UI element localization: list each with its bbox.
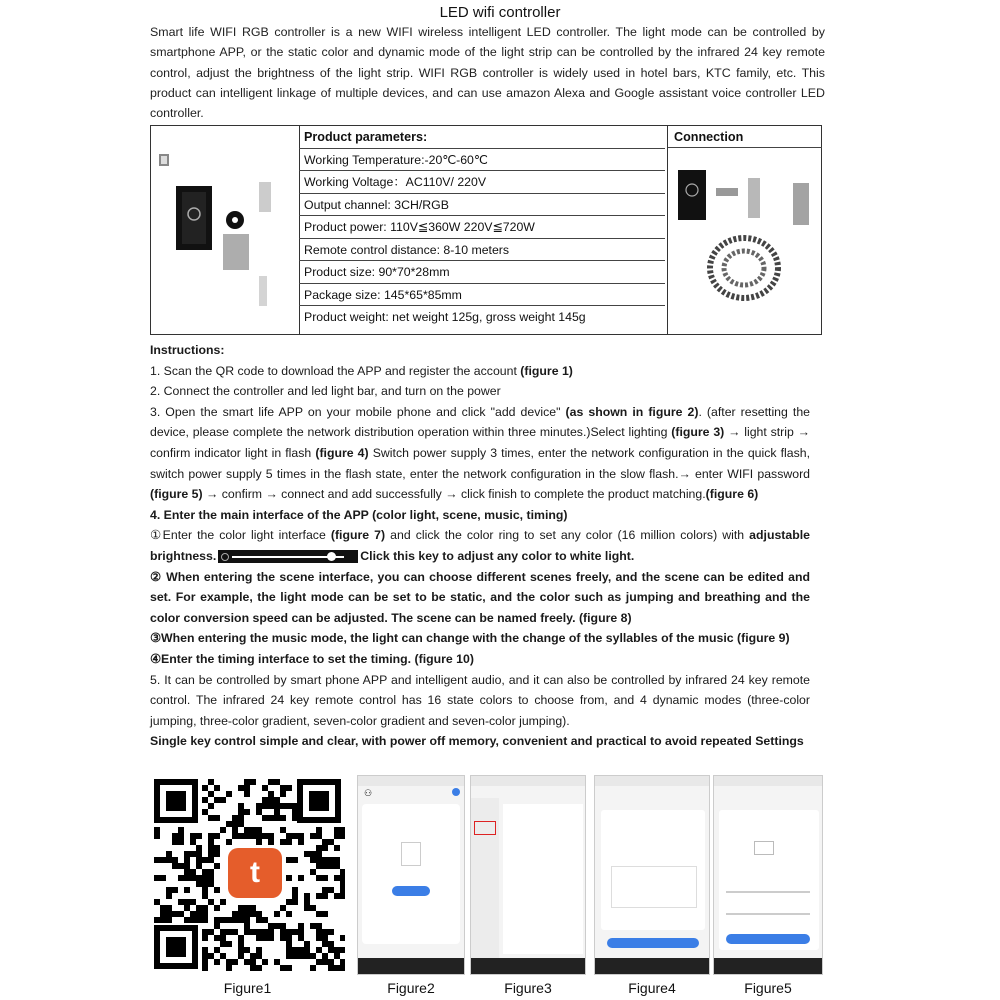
lighting-category-highlight [474,821,496,835]
step-4-1-ref: (figure 7) [330,528,386,543]
figure-5-label: Figure5 [744,980,792,996]
router-icon [754,841,774,855]
step-4: 4. Enter the main interface of the APP (color light, scene, music, timing) [150,507,568,522]
figure-2-app-home [357,775,465,975]
figure-2-label: Figure2 [387,980,435,996]
figure-4-reset-device [594,775,710,975]
param-output-channel: Output channel: 3CH/RGB [299,194,665,217]
slider-knob-icon [327,552,336,561]
param-working-temperature: Working Temperature:-20℃-60℃ [299,149,665,172]
step-3-text-e: → confirm → connect and add successfully → click finish to complete the product matching. [202,487,706,502]
product-image [151,126,300,334]
brightness-slider-image [218,550,358,563]
step-4-2-text: ② When entering the scene interface, you can choose different scenes freely, and the scene can be edited and set. For example, the light mode can be set to be static, and the color such as jumping and breathing and the color conversion speed can be adjusted. The scene can be named freely. [150,569,810,625]
step-4-3: ③When entering the music mode, the light can change with the change of the syllables of the music (figure 9) [150,631,790,646]
connection-header: Connection [668,126,822,148]
wifi-name-field [726,891,810,893]
param-package-size: Package size: 145*65*85mm [299,284,665,307]
indicator-illustration [611,866,697,908]
user-icon: ⚇ [364,788,373,798]
slider-dot-icon [221,553,229,561]
step-4-1-text-d: Click this key to adjust any color to white light. [360,548,635,563]
summary-line: Single key control simple and clear, with power off memory, convenient and practical to avoid repeated Settings [150,734,804,749]
step-4-2-ref: (figure 8) [578,610,632,625]
connection-image [668,148,822,332]
instructions-heading: Instructions: [150,343,225,357]
step-2: 2. Connect the controller and led light bar, and turn on the power [150,384,501,399]
add-device-icon [452,788,460,796]
step-4-4-ref: (figure 10) [414,651,474,666]
figure-4-label: Figure4 [628,980,676,996]
instructions-section [150,340,810,752]
figure-3-label: Figure3 [504,980,552,996]
step-3-ref-c: (figure 4) [315,445,369,460]
step-4-1-text-a: ①Enter the color light interface [150,528,331,543]
param-product-size: Product size: 90*70*28mm [299,261,665,284]
step-4-2 [150,567,810,629]
step-4-1-text-c: adjustable brightness. [150,528,810,563]
document-title: LED wifi controller [439,4,561,21]
step-3-text-d: Switch power supply 3 times, enter the network configuration in the quick flash, switch power supply 5 times in the flash state, enter the network configuration in the slow flash.→ enter WIFI password [150,445,810,481]
step-3-text-a: 3. Open the smart life APP on your mobile phone and click "add device" [150,404,566,419]
param-product-weight: Product weight: net weight 125g, gross weight 145g [304,310,586,324]
figure-1-qr-code [150,775,345,973]
step-4-1 [150,525,810,566]
step-4-4 [150,649,810,670]
step-4-1-text-b: and click the color ring to set any color (16 million colors) with [385,528,750,543]
step-3-ref-e: (figure 6) [705,487,759,502]
step-3 [150,402,810,505]
intro-paragraph: Smart life WIFI RGB controller is a new WIFI wireless intelligent LED controller. The light mode can be controlled by smartphone APP, or the static color and dynamic mode of the light strip can be controlled by the infrared 24 key remote control, adjust the brightness of the light strip. WIFI RGB controller is widely used in hotel bars, KTC family, etc. This product can intelligent linkage of multiple devices, and can use amazon Alexa and Google assistant voice controller LED controller. [150,25,825,121]
step-3-ref-a: (as shown in figure 2) [565,404,699,419]
parameter-table [150,125,822,335]
wifi-password-field [726,913,810,915]
step-3-text-c: → light strip → confirm indicator light in flash [150,425,810,460]
param-remote-distance: Remote control distance: 8-10 meters [299,239,665,262]
parameter-header: Product parameters: [299,126,665,149]
step-1 [150,361,810,382]
tuya-app-logo: t [228,848,282,898]
param-working-voltage: Working Voltage：AC110V/ 220V [299,171,665,194]
add-device-button [392,886,430,896]
device-placeholder-icon [401,842,421,866]
step-5: 5. It can be controlled by smart phone APP and intelligent audio, and it can also be controlled by infrared 24 key remote control. The infrared 24 key remote control has 16 state colors to choose from, and 4 dynamic modes (three-color jumping, three-color gradient, seven-color gradient and seven-color jumping). [150,672,810,728]
param-product-power: Product power: 110V≦360W 220V≦720W [299,216,665,239]
confirm-flash-button [607,938,699,948]
step-1-ref: (figure 1) [520,363,573,378]
step-3-text-b: . (after resetting the device, please complete the network distribution operation within three minutes.)Select lighting [150,404,810,440]
step-3-ref-d: (figure 5) [150,487,203,502]
step-1-text: 1. Scan the QR code to download the APP and register the account [150,363,521,378]
figure-3-device-category [470,775,586,975]
figure-5-wifi-password [713,775,823,975]
wifi-confirm-button [726,934,810,944]
connection-column [667,126,822,334]
step-3-ref-b: (figure 3) [671,425,725,440]
figure-1-label: Figure1 [223,980,272,996]
step-4-4-text: ④Enter the timing interface to set the timing. [150,651,415,666]
